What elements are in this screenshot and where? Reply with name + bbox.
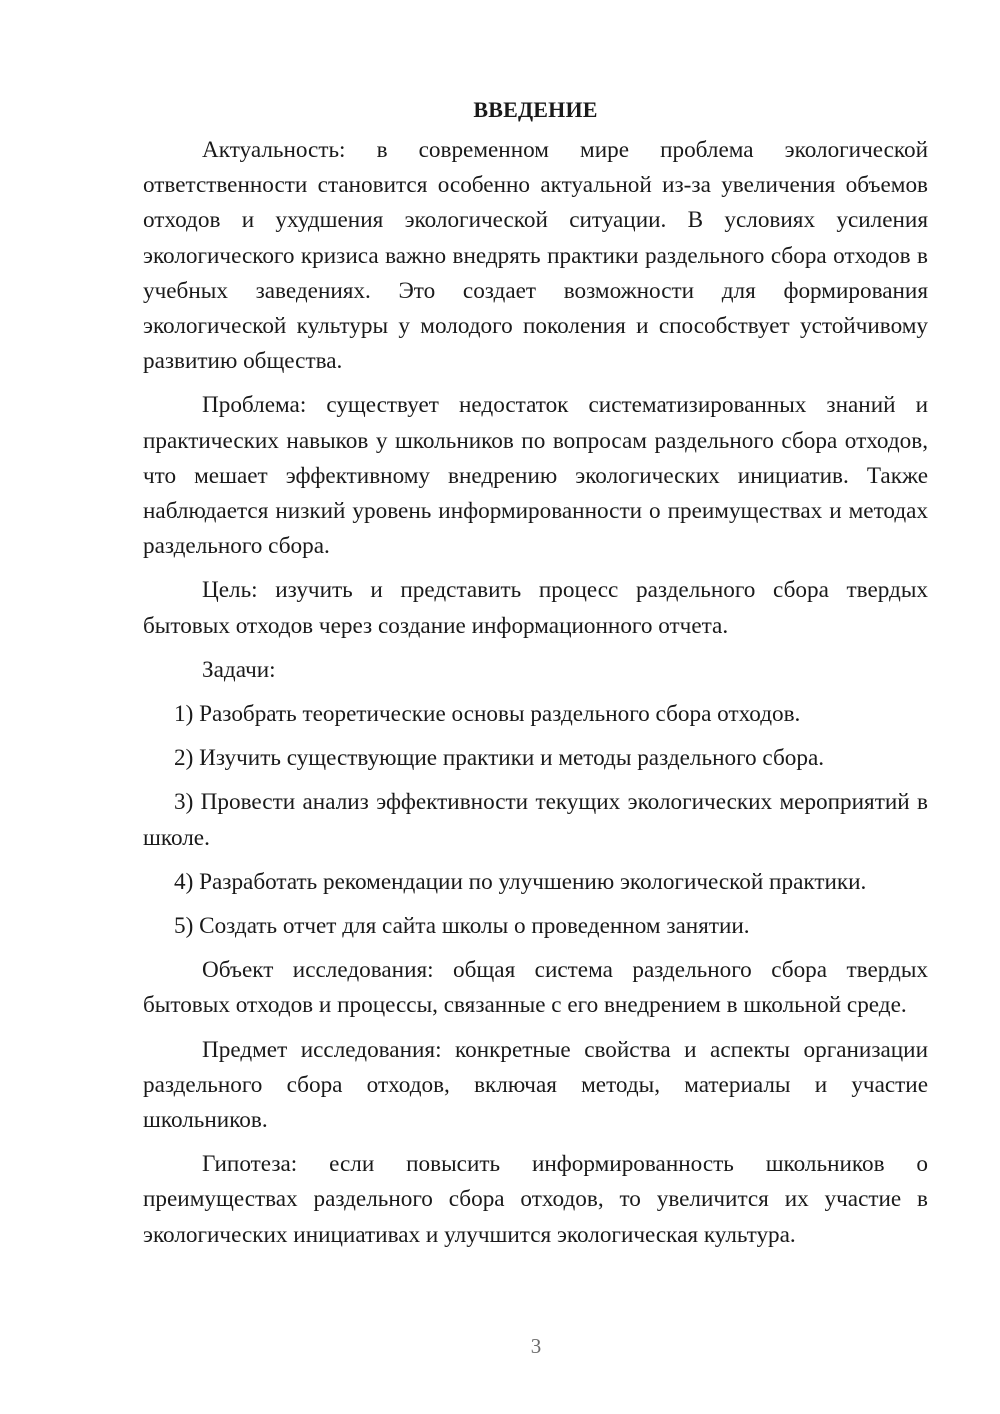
tasks-heading: Задачи: <box>202 656 276 683</box>
task-item-4: 4) Разработать рекомендации по улучшению экологической практики. <box>174 868 867 895</box>
page-title: ВВЕДЕНИЕ <box>473 97 598 122</box>
task-item-3: 3) Провести анализ эффективности текущих экологических мероприятий в школе. <box>143 789 928 851</box>
paragraph-goal: Цель: изучить и представить процесс раздельного сбора твердых бытовых отходов через создание информационного отчета. <box>143 577 928 639</box>
paragraph-problem: Проблема: существует недостаток систематизированных знаний и практических навыков у школьников по вопросам раздельного сбора отходов, что мешает эффективному внедрению экологических инициатив. Также наблюдается низкий уровень информированности о преимуществах и методах раздельного сбора. <box>143 392 928 560</box>
task-item-2: 2) Изучить существующие практики и методы раздельного сбора. <box>174 745 825 772</box>
page-number-container <box>0 1334 1000 1359</box>
paragraph-subject: Предмет исследования: конкретные свойства и аспекты организации раздельного сбора отходов, включая методы, материалы и участие школьников. <box>143 1036 928 1134</box>
task-item-1: 1) Разобрать теоретические основы раздельного сбора отходов. <box>174 701 801 728</box>
paragraph-object: Объект исследования: общая система раздельного сбора твердых бытовых отходов и процессы, связанные с его внедрением в школьной среде. <box>143 957 928 1019</box>
paragraph-hypothesis: Гипотеза: если повысить информированность школьников о преимуществах раздельного сбора отходов, то увеличится их участие в экологических инициативах и улучшится экологическая культура. <box>143 1151 928 1248</box>
task-item-5: 5) Создать отчет для сайта школы о проведенном занятии. <box>174 913 750 940</box>
page-number: 3 <box>530 1334 542 1358</box>
paragraph-relevance: Актуальность: в современном мире проблема экологической ответственности становится особенно актуальной из-за увеличения объемов отходов и ухудшения экологической ситуации. В условиях усиления экологического кризиса важно внедрять практики раздельного сбора отходов в учебных заведениях. Это создает возможности для формирования экологической культуры у молодого поколения и способствует устойчивому развитию общества. <box>143 137 928 375</box>
task-list <box>143 697 928 944</box>
document-body <box>143 90 928 1262</box>
